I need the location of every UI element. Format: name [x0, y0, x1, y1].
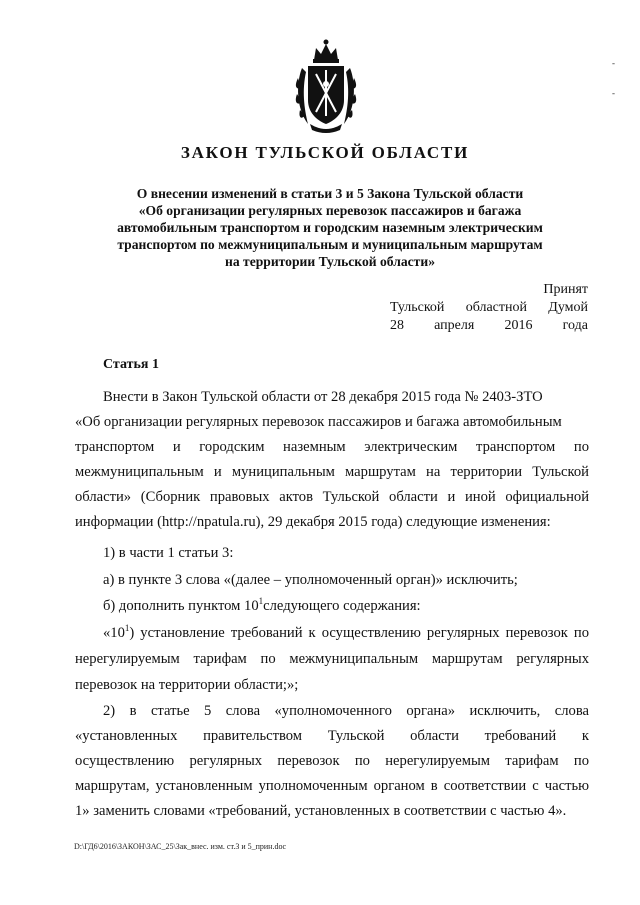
intro-line	[75, 439, 589, 456]
adopted-by-word: Думой	[548, 300, 588, 315]
intro-text: межмуниципальным и муниципальным маршрутам на территории Тульской	[75, 464, 589, 480]
item-2-text: 2) в статье 5 слова «уполномоченного органа» исключить, слова	[103, 703, 589, 719]
item-1b-prefix: б) дополнить пунктом 10	[103, 598, 259, 614]
point-10-1-line	[75, 651, 589, 668]
point-sup: 1	[124, 623, 130, 634]
adopted-date-part: 2016	[504, 318, 533, 333]
point-prefix: «10	[103, 625, 125, 641]
adopted-date-part: года	[562, 318, 588, 333]
item-2-text: осуществлению регулярных перевозок по нерегулируемым тарифам по	[75, 753, 589, 769]
intro-line: Внести в Закон Тульской области от 28 декабря 2015 года № 2403-ЗТО	[103, 389, 543, 405]
adopted-by	[390, 299, 588, 317]
subject-line: автомобильным транспортом и городским наземным электрическим	[117, 220, 543, 235]
law-subject	[80, 185, 580, 270]
item-2-line	[75, 753, 589, 770]
subject-line: на территории Тульской области»	[224, 254, 435, 269]
point-10-1-text	[103, 625, 589, 642]
point-10-1-line: перевозок на территории области;»;	[75, 677, 299, 693]
article-heading: Статья 1	[103, 357, 159, 372]
adoption-block	[390, 281, 588, 335]
intro-text: «Об организации регулярных перевозок пассажиров и багажа автомобильным	[75, 414, 562, 430]
point-10-1-line	[103, 625, 589, 642]
intro-line	[75, 464, 589, 481]
adopted-label: Принят	[543, 282, 588, 297]
item-2-line: 1» заменить словами «требований, установленных в соответствии с частью 4».	[75, 803, 567, 819]
item-2-text: «установленных правительством Тульской области требований к	[75, 728, 589, 744]
item-2-text: маршрутам, установленным уполномоченным органом в соответствии с частью	[75, 778, 589, 794]
subject-line: транспортом по межмуниципальным и муниципальным маршрутам	[117, 237, 543, 252]
adopted-date-part: апреля	[434, 318, 475, 333]
item-1a: а) в пункте 3 слова «(далее – уполномоченный орган)» исключить;	[103, 572, 518, 588]
adopted-by-word: Тульской	[390, 300, 445, 315]
adopted-date	[390, 317, 588, 335]
subject-line: О внесении изменений в статьи 3 и 5 Закона Тульской области	[136, 186, 524, 201]
intro-text: области» (Сборник правовых актов Тульской области и иной официальной	[75, 489, 589, 505]
item-2-line	[75, 778, 589, 795]
intro-text: транспортом и городским наземным электрическим транспортом по	[75, 439, 589, 455]
item-2-line	[75, 728, 589, 745]
file-path: D:\ГД6\2016\ЗАКОН\ЗАС_25\Зак_внес. изм. ст.3 и 5_прин.doc	[74, 842, 287, 851]
adopted-by-word: областной	[465, 300, 527, 315]
corner-mark-bottom: -	[612, 88, 615, 98]
point-rest: ) установление требований к осуществлению регулярных перевозок по	[129, 625, 589, 641]
intro-line: информации (http://npatula.ru), 29 декабря 2015 года) следующие изменения:	[75, 514, 551, 530]
item-1b-sup: 1	[258, 596, 264, 607]
tula-coat-of-arms-icon	[294, 38, 358, 136]
item-1: 1) в части 1 статьи 3:	[103, 545, 234, 561]
item-2-line	[103, 703, 589, 720]
adopted-date-part: 28	[390, 318, 404, 333]
point-text: нерегулируемым тарифам по межмуниципальным маршрутам регулярных	[75, 651, 589, 667]
item-1b-suffix: следующего содержания:	[263, 598, 421, 614]
subject-line: «Об организации регулярных перевозок пассажиров и багажа	[138, 203, 522, 218]
intro-line	[75, 489, 589, 506]
item-1b	[103, 598, 421, 615]
law-title: ЗАКОН ТУЛЬСКОЙ ОБЛАСТИ	[180, 143, 470, 162]
intro-line	[75, 414, 589, 431]
corner-mark-top: -	[612, 58, 615, 68]
